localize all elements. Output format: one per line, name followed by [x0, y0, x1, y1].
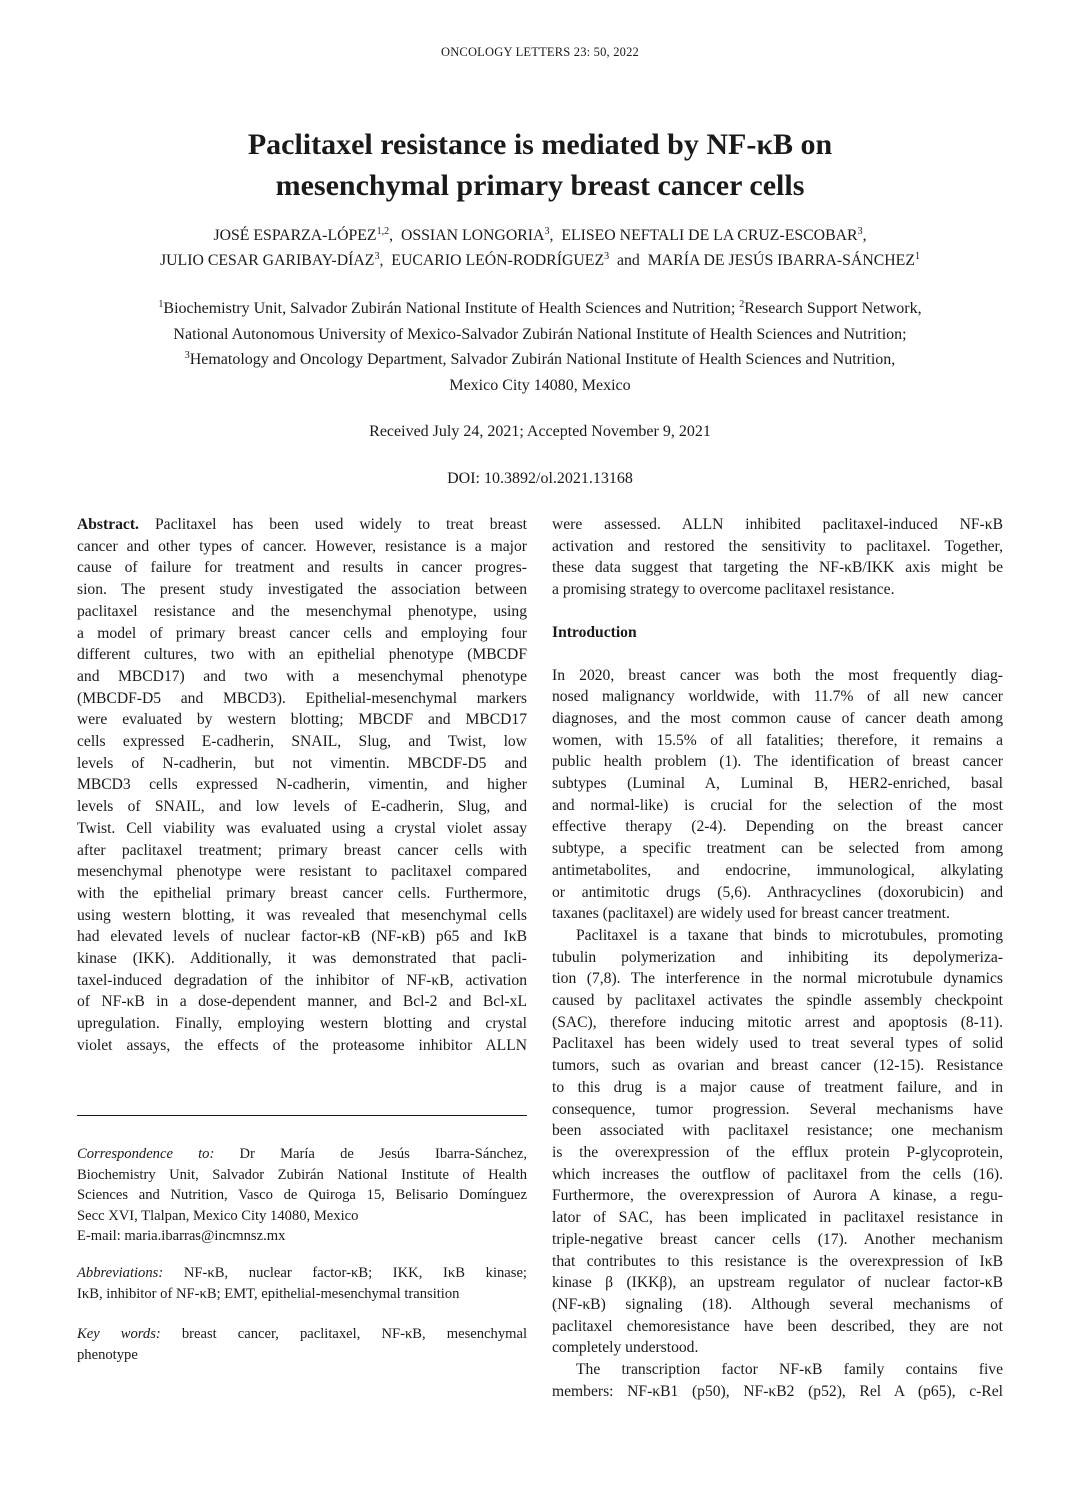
title-line-2: mesenchymal primary breast cancer cells	[275, 169, 805, 202]
abstract-line: MBCD3 cells expressed N-cadherin, vimentin, and higher	[77, 776, 527, 794]
abbreviations-line: IκB, inhibitor of NF-κB; EMT, epithelial-mesenchymal transition	[77, 1285, 460, 1302]
abstract-line: were evaluated by western blotting; MBCDF and MBCD17	[77, 711, 527, 729]
intro-line: and normal-like) is crucial for the selection of the most	[552, 796, 1003, 814]
intro-line: diagnoses, and the most common cause of cancer death among	[552, 709, 1003, 727]
abstract-line: with the epithelial primary breast cancer cells. Furthermore,	[77, 884, 527, 902]
intro-line: kinase β (IKKβ), an upstream regulator of nuclear factor-κB	[552, 1274, 1003, 1292]
intro-line: Paclitaxel has been widely used to treat several types of solid	[552, 1035, 1003, 1053]
intro-line: caused by paclitaxel activates the spindle assembly checkpoint	[552, 992, 1003, 1010]
correspondence-line: Sciences and Nutrition, Vasco de Quiroga 15, Belisario Domínguez	[77, 1187, 527, 1203]
correspondence-note	[77, 1144, 527, 1247]
correspondence-line: Secc XVI, Tlalpan, Mexico City 14080, Mexico	[77, 1207, 359, 1224]
intro-line: members: NF-κB1 (p50), NF-κB2 (p52), Rel A (p65), c-Rel	[552, 1382, 1003, 1400]
right-column	[552, 514, 1003, 1402]
abstract-text: Paclitaxel has been used widely to treat breast	[138, 516, 527, 533]
author-affiliation-mark: 3	[857, 226, 863, 237]
intro-line: Furthermore, the overexpression of Aurora A kinase, a regu-	[552, 1187, 1003, 1205]
correspondence-email: E-mail: maria.ibarras@incmnsz.mx	[77, 1228, 286, 1244]
affiliation-text: Biochemistry Unit, Salvador Zubirán National Institute of Health Sciences and Nutrition;	[163, 300, 740, 317]
abstract-column	[77, 514, 527, 1057]
intro-line: which increases the outflow of paclitaxel from the cells (16).	[552, 1165, 1003, 1183]
author-name: OSSIAN LONGORIA	[400, 227, 545, 244]
article-title	[140, 124, 940, 206]
abstract-line: were assessed. ALLN inhibited paclitaxel-induced NF-κB	[552, 516, 1003, 533]
abstract-label: Abstract.	[77, 516, 139, 533]
abstract-line: mesenchymal phenotype were resistant to paclitaxel compared	[77, 863, 527, 881]
intro-line: subtype, a specific treatment can be selected from among	[552, 840, 1003, 858]
author-name: EUCARIO LEÓN-RODRÍGUEZ	[391, 252, 605, 269]
keywords-note	[77, 1324, 527, 1365]
correspondence-line: Biochemistry Unit, Salvador Zubirán National Institute of Health	[77, 1166, 527, 1183]
abstract-line: Twist. Cell viability was evaluated using a crystal violet assay	[77, 819, 527, 837]
intro-line: to this drug is a major cause of treatment failure, and in	[552, 1078, 1003, 1096]
title-line-1: Paclitaxel resistance is mediated by NF-κB on	[247, 128, 833, 161]
abstract-line: kinase (IKK). Additionally, it was demonstrated that pacli-	[77, 950, 527, 968]
abstract-line: cause of failure for treatment and results in cancer progres-	[77, 559, 527, 577]
author-name: MARÍA DE JESÚS IBARRA-SÁNCHEZ	[647, 252, 915, 269]
abstract-line: cancer and other types of cancer. However, resistance is a major	[77, 537, 527, 555]
intro-line: been associated with paclitaxel resistance; one mechanism	[552, 1122, 1003, 1140]
author-affiliation-mark: 1	[914, 251, 920, 262]
intro-line: or antimitotic drugs (5,6). Anthracyclines (doxorubicin) and	[552, 883, 1003, 901]
abstract-line: violet assays, the effects of the proteasome inhibitor ALLN	[77, 1036, 527, 1054]
abbreviations-line	[77, 1263, 527, 1284]
correspondence-line	[77, 1144, 527, 1165]
abstract-line: taxel-induced degradation of the inhibitor of NF-κB, activation	[77, 971, 527, 989]
abstract-line: a promising strategy to overcome paclitaxel resistance.	[552, 581, 895, 599]
intro-line: The transcription factor NF-κB family contains five	[576, 1361, 1003, 1379]
abstract-line: cells expressed E-cadherin, SNAIL, Slug, and Twist, low	[77, 733, 527, 751]
intro-line: tumors, such as ovarian and breast cancer (12-15). Resistance	[552, 1057, 1003, 1075]
keywords-label: Key words:	[77, 1326, 161, 1342]
intro-line: that contributes to this resistance is the overexpression of IκB	[552, 1252, 1003, 1270]
intro-line: Paclitaxel is a taxane that binds to microtubules, promoting	[576, 926, 1003, 944]
abstract-line: different cultures, two with an epithelial phenotype (MBCDF	[77, 646, 527, 664]
intro-line: effective therapy (2-4). Depending on the breast cancer	[552, 818, 1003, 836]
intro-line: (NF-κB) signaling (18). Although several mechanisms of	[552, 1295, 1003, 1313]
received-accepted-dates: Received July 24, 2021; Accepted November 9, 2021	[369, 423, 711, 440]
abstract-line: (MBCDF-D5 and MBCD3). Epithelial-mesenchymal markers	[77, 689, 527, 707]
correspondence-label: Correspondence to:	[77, 1146, 215, 1162]
author-affiliation-mark: 3	[604, 251, 610, 262]
intro-line: (SAC), therefore inducing mitotic arrest and apoptosis (8-11).	[552, 1013, 1003, 1031]
affiliations	[60, 296, 1020, 398]
doi: DOI: 10.3892/ol.2021.13168	[447, 470, 633, 487]
abstract-line: levels of N-cadherin, but not vimentin. MBCDF-D5 and	[77, 754, 527, 772]
intro-line: tubulin polymerization and inhibiting its depolymeriza-	[552, 948, 1003, 966]
intro-line: triple-negative breast cancer cells (17). Another mechanism	[552, 1230, 1003, 1248]
intro-line: paclitaxel chemoresistance have been described, they are not	[552, 1317, 1003, 1335]
intro-line: completely understood.	[552, 1339, 699, 1357]
intro-line: consequence, tumor progression. Several mechanisms have	[552, 1100, 1003, 1118]
author-affiliation-mark: 1,2	[376, 226, 390, 237]
abbreviations-note	[77, 1263, 527, 1304]
abstract-line: had elevated levels of nuclear factor-κB (NF-κB) p65 and IκB	[77, 928, 527, 946]
keywords-text: breast cancer, paclitaxel, NF-κB, mesenchymal	[160, 1326, 528, 1342]
affiliation-line: Mexico City 14080, Mexico	[449, 376, 631, 394]
intro-line: subtypes (Luminal A, Luminal B, HER2-enriched, basal	[552, 775, 1003, 793]
abstract-line: using western blotting, it was revealed that mesenchymal cells	[77, 906, 527, 924]
footnote-divider	[77, 1115, 527, 1116]
author-affiliation-mark: 3	[544, 226, 550, 237]
intro-line: is the overexpression of the efflux protein P-glycoprotein,	[552, 1143, 1003, 1161]
author-line-2: JULIO CESAR GARIBAY-DÍAZ$^3$, EUCARIO LEÓN-RODRÍGUEZ$^3$ and MARÍA DE JESÚS IBARRA-SÁNCHEZ$^1$	[160, 251, 920, 269]
abstract-line: a model of primary breast cancer cells and employing four	[77, 624, 527, 642]
abbreviations-label: Abbreviations:	[77, 1265, 164, 1281]
abstract-line: activation and restored the sensitivity to paclitaxel. Together,	[552, 537, 1003, 555]
affiliation-line	[60, 347, 1020, 373]
affiliation-text: Research Support Network,	[744, 300, 922, 317]
author-name: JULIO CESAR GARIBAY-DÍAZ	[160, 252, 375, 269]
keywords-line	[77, 1324, 527, 1345]
abstract-line: upregulation. Finally, employing western blotting and crystal	[77, 1015, 527, 1033]
affiliation-line: National Autonomous University of Mexico-Salvador Zubirán National Institute of Health Sciences and Nutrition;	[173, 325, 907, 343]
authors-and: and	[617, 252, 640, 269]
author-name: ELISEO NEFTALI DE LA CRUZ-ESCOBAR	[561, 227, 858, 244]
intro-line: public health problem (1). The identification of breast cancer	[552, 753, 1003, 771]
author-list	[60, 223, 1020, 273]
intro-line: nosed malignancy worldwide, with 11.7% of all new cancer	[552, 688, 1003, 706]
intro-line: antimetabolites, and endocrine, immunological, alkylating	[552, 861, 1003, 879]
abstract-line: these data suggest that targeting the NF-κB/IKK axis might be	[552, 559, 1003, 577]
correspondence-text: Dr María de Jesús Ibarra-Sánchez,	[214, 1146, 527, 1162]
author-affiliation-mark: 3	[374, 251, 380, 262]
abstract-line: levels of SNAIL, and low levels of E-cadherin, Slug, and	[77, 798, 527, 816]
author-line-1: JOSÉ ESPARZA-LÓPEZ$^{1,2}$, OSSIAN LONGORIA$^3$, ELISEO NEFTALI DE LA CRUZ-ESCOBAR$^3$,	[213, 226, 867, 244]
keywords-line: phenotype	[77, 1346, 138, 1363]
affiliation-line	[60, 296, 1020, 322]
intro-line: taxanes (paclitaxel) are widely used for breast cancer treatment.	[552, 905, 950, 923]
intro-line: lator of SAC, has been implicated in paclitaxel resistance in	[552, 1209, 1003, 1227]
abstract-line	[77, 514, 527, 536]
section-heading-introduction: Introduction	[552, 623, 637, 641]
affiliation-mark: 2	[739, 299, 745, 310]
abstract-line: of NF-κB in a dose-dependent manner, and Bcl-2 and Bcl-xL	[77, 993, 527, 1011]
abstract-line: sion. The present study investigated the association between	[77, 581, 527, 599]
affiliation-text: Hematology and Oncology Department, Salvador Zubirán National Institute of Health Sciences and Nutrition,	[189, 351, 896, 368]
intro-line: In 2020, breast cancer was both the most frequently diag-	[552, 666, 1003, 684]
affiliation-mark: 1	[158, 299, 164, 310]
affiliation-mark: 3	[184, 350, 190, 361]
abstract-line: and MBCD17) and two with a mesenchymal phenotype	[77, 667, 527, 685]
running-head: ONCOLOGY LETTERS 23: 50, 2022	[440, 45, 640, 59]
abstract-line: after paclitaxel treatment; primary breast cancer cells with	[77, 841, 527, 859]
abstract-line: paclitaxel resistance and the mesenchymal phenotype, using	[77, 602, 527, 620]
intro-line: women, with 15.5% of all fatalities; therefore, it remains a	[552, 731, 1003, 749]
author-name: JOSÉ ESPARZA-LÓPEZ	[213, 227, 377, 244]
intro-line: tion (7,8). The interference in the normal microtubule dynamics	[552, 970, 1003, 988]
abbreviations-text: NF-κB, nuclear factor-κB; IKK, IκB kinase;	[163, 1265, 527, 1281]
